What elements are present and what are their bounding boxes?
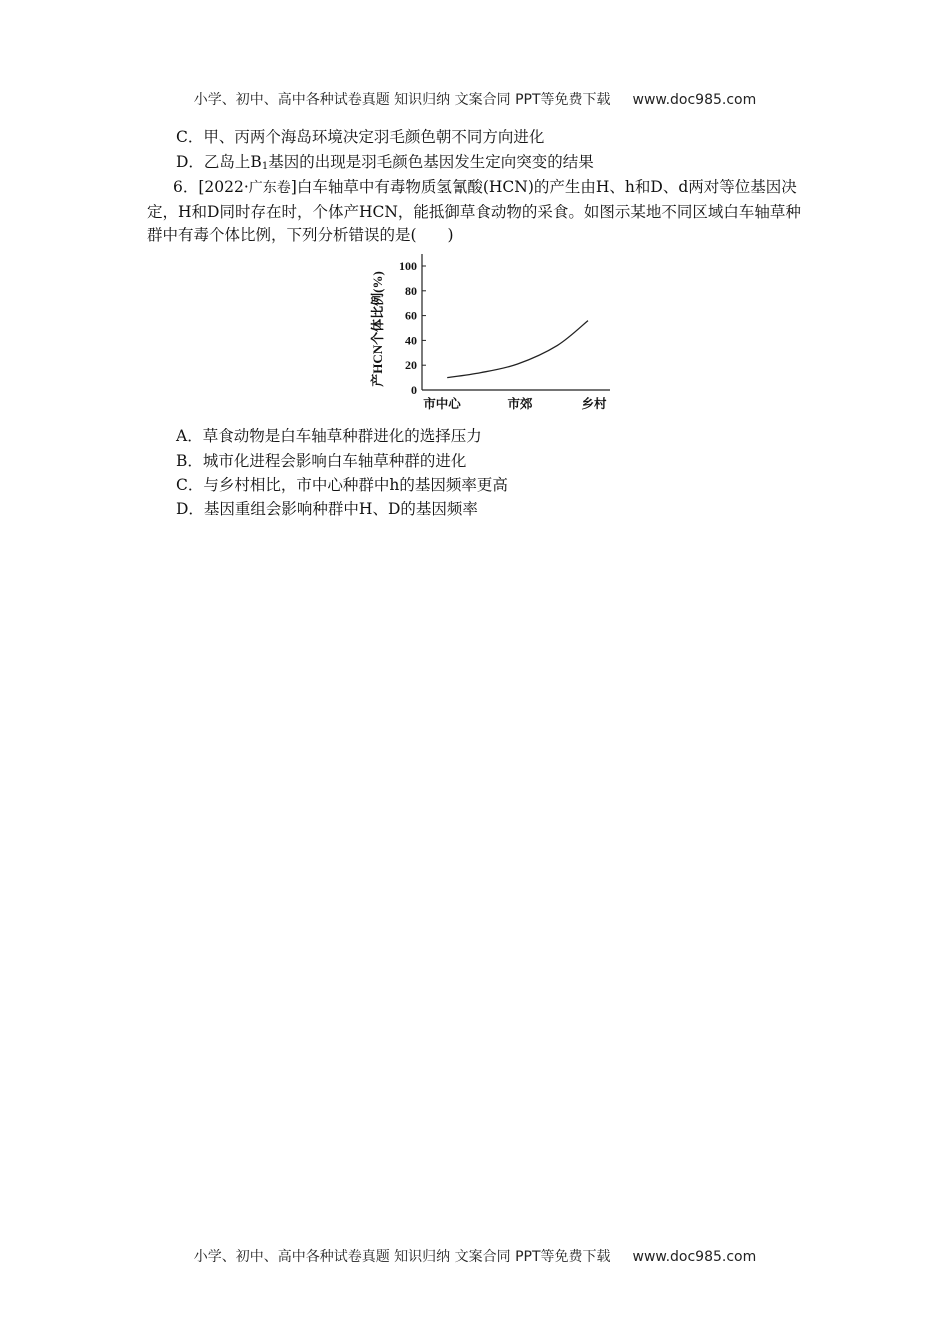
question-6: 6．[2022·广东卷]白车轴草中有毒物质氢氰酸(HCN)的产生由H、h和D、d两对等位基因决定，H和D同时存在时，个体产HCN，能抵御草食动物的采食。如图示某地不同区域白车轴草种群中有毒个体比例，下列分析错误的是( ): [147, 178, 801, 244]
header-text: 小学、初中、高中各种试卷真题 知识归纳 文案合同 PPT等免费下载: [193, 92, 611, 108]
x-category-label: 乡村: [581, 396, 607, 411]
page-header: [0, 89, 950, 109]
x-category-label: 市郊: [507, 396, 533, 411]
option-c: C．与乡村相比，市中心种群中h的基因频率更高: [176, 476, 508, 494]
y-tick-label: 60: [405, 308, 417, 323]
question-stem: 白车轴草中有毒物质氢氰酸(HCN)的产生由H、h和D、d两对等位基因决定，H和D同时存在时，个体产HCN，能抵御草食动物的采食。如图示某地不同区域白车轴草种群中有毒个体比例，下列分析错误的是( ): [147, 178, 801, 244]
option-a: A．草食动物是白车轴草种群进化的选择压力: [176, 427, 482, 445]
chart-series-line: [447, 321, 588, 378]
y-tick-label: 0: [411, 383, 417, 397]
question-number: 6．: [173, 178, 199, 196]
option-d: D．基因重组会影响种群中H、D的基因频率: [176, 500, 478, 518]
question-source: 广东卷: [248, 180, 291, 196]
footer-url[interactable]: www.doc985.com: [632, 1249, 757, 1265]
footer-text: 小学、初中、高中各种试卷真题 知识归纳 文案合同 PPT等免费下载: [193, 1249, 611, 1265]
header-url[interactable]: www.doc985.com: [632, 92, 757, 108]
x-category-label: 市中心: [423, 396, 461, 411]
y-tick-label: 20: [405, 358, 417, 373]
prev-option-d: D．乙岛上$B_1$基因的出现是羽毛颜色基因发生定向突变的结果: [176, 153, 594, 172]
chart-y-label: 产HCN个体比例(%): [370, 271, 385, 387]
y-tick-label: 80: [405, 283, 417, 298]
y-tick-label: 40: [405, 333, 417, 348]
y-tick-label: 100: [399, 259, 417, 273]
option-b: B．城市化进程会影响白车轴草种群的进化: [176, 452, 467, 470]
page-footer: [0, 1246, 950, 1266]
chart-x-categories: [423, 396, 607, 411]
hcn-chart: [360, 250, 630, 415]
chart-axes: [422, 254, 610, 390]
prev-option-c: C．甲、丙两个海岛环境决定羽毛颜色朝不同方向进化: [176, 128, 545, 146]
